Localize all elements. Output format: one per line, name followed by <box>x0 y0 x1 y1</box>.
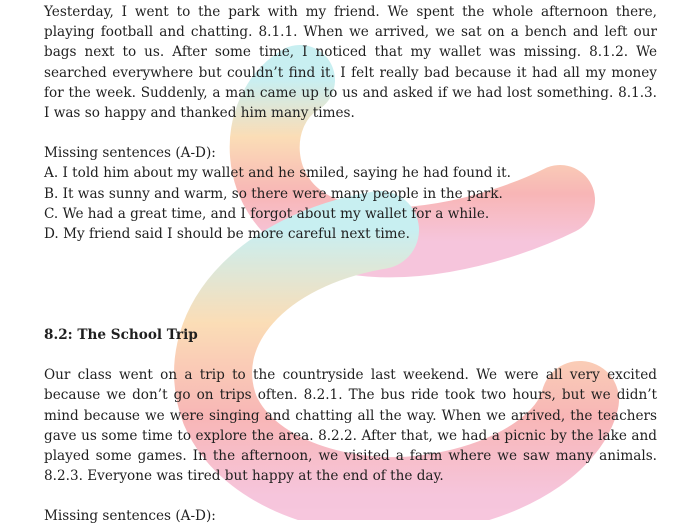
option-a: A . I told him about my wallet and he smiled, saying he had found it. <box>44 163 657 183</box>
section-title-8-2: 8.2: The School Trip <box>44 327 198 344</box>
option-d: D . My friend said I should be more careful next time. <box>44 224 657 244</box>
missing-sentences-list-8-1 <box>44 163 657 244</box>
document-page <box>44 2 657 527</box>
missing-sentences-label-8-1: Missing sentences (A-D): <box>44 145 216 162</box>
option-c: C . We had a great time, and I forgot about my wallet for a while. <box>44 204 657 224</box>
passage-8-2: Our class went on a trip to the countryside last weekend. We were all very excited because we don’t go on trips often. 8.2.1. The bus ride took two hours, but we didn’t mind because we were singing and chatting all the way. When we arrived, the teachers gave us some time to explore the area. 8.2.2. After that, we had a picnic by the lake and played some games. In the afternoon, we visited a farm where we saw many animals. 8.2.3. Everyone was tired but happy at the end of the day. <box>44 367 657 485</box>
missing-sentences-label-8-2: Missing sentences (A-D): <box>44 508 216 525</box>
option-b: B . It was sunny and warm, so there were many people in the park. <box>44 184 657 204</box>
passage-8-1: Yesterday, I went to the park with my friend. We spent the whole afternoon there, playing football and chatting. 8.1.1. When we arrived, we sat on a bench and left our bags next to us. After some time, I noticed that my wallet was missing. 8.1.2. We searched everywhere but couldn’t find it. I felt really bad because it had all my money for the week. Suddenly, a man came up to us and asked if we had lost something. 8.1.3. I was so happy and thanked him many times. <box>44 4 657 122</box>
